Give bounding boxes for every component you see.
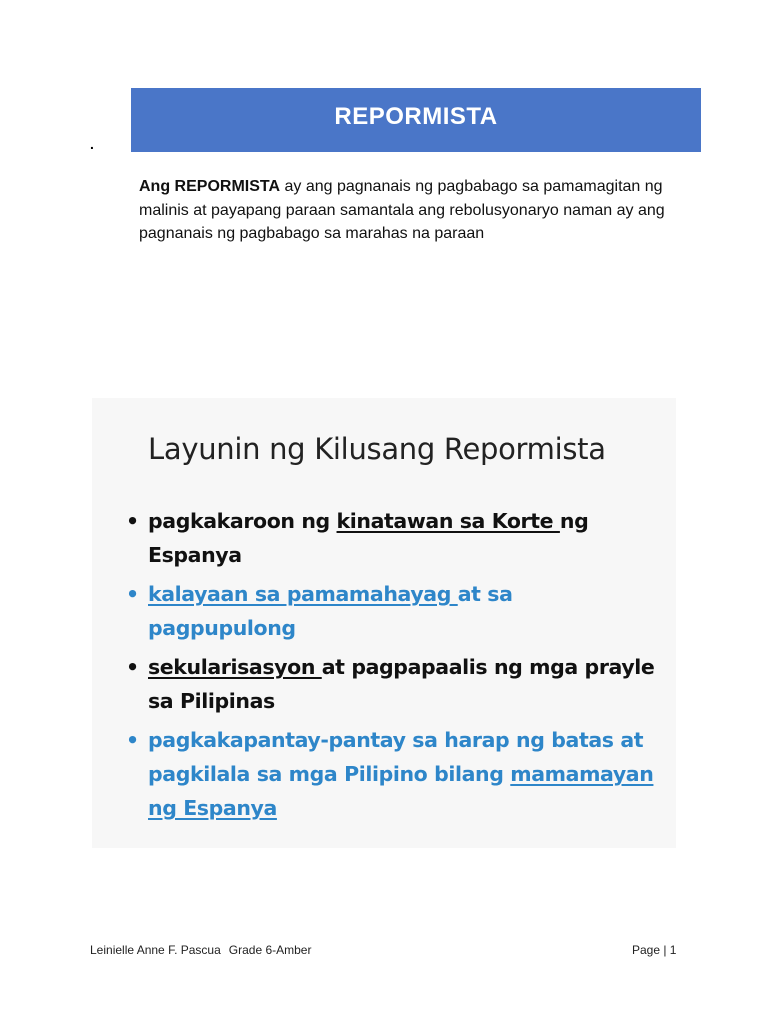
- item-link-text: sekularisasyon: [148, 655, 322, 679]
- page-number: Page | 1: [632, 943, 677, 957]
- page-title: REPORMISTA: [334, 103, 498, 130]
- item-text: at sa pagpupulong: [148, 582, 513, 640]
- list-item: [126, 504, 666, 572]
- bullet-marker: .: [90, 136, 94, 152]
- author-name: Leinielle Anne F. Pascua: [90, 943, 221, 957]
- intro-text: ay ang pagnanais ng pagbabago sa pamamagitan ng malinis at payapang paraan samantala ang rebolusyonaryo naman ay ang pagnanais ng pagbabago sa marahas na paraan: [139, 178, 665, 242]
- footer-author: [90, 943, 311, 957]
- item-text: ng Espanya: [148, 509, 589, 567]
- bullet-icon: •: [126, 509, 139, 533]
- bullet-icon: •: [126, 582, 139, 606]
- item-link-text: mamamayan ng Espanya: [148, 762, 654, 820]
- bullet-icon: •: [126, 728, 139, 752]
- intro-bold: Ang REPORMISTA: [139, 178, 281, 195]
- item-text: at pagpapaalis ng mga prayle sa Pilipinas: [148, 655, 655, 713]
- item-link-text: kinatawan sa Korte: [336, 509, 560, 533]
- item-text: pagkakapantay-pantay sa harap ng batas at pagkilala sa mga Pilipino bilang: [148, 728, 644, 786]
- list-item: [126, 577, 666, 645]
- slide-title: Layunin ng Kilusang Repormista: [148, 432, 606, 466]
- slide-image: [92, 398, 676, 848]
- list-item: [126, 650, 666, 718]
- intro-paragraph: [139, 175, 699, 246]
- title-banner: [131, 88, 701, 152]
- bullet-list: [126, 504, 666, 830]
- bullet-icon: •: [126, 655, 139, 679]
- list-item: [126, 723, 666, 825]
- item-link-text: kalayaan sa pamamahayag: [148, 582, 458, 606]
- grade-label: Grade 6-Amber: [228, 943, 312, 957]
- item-text: pagkakaroon ng: [148, 509, 337, 533]
